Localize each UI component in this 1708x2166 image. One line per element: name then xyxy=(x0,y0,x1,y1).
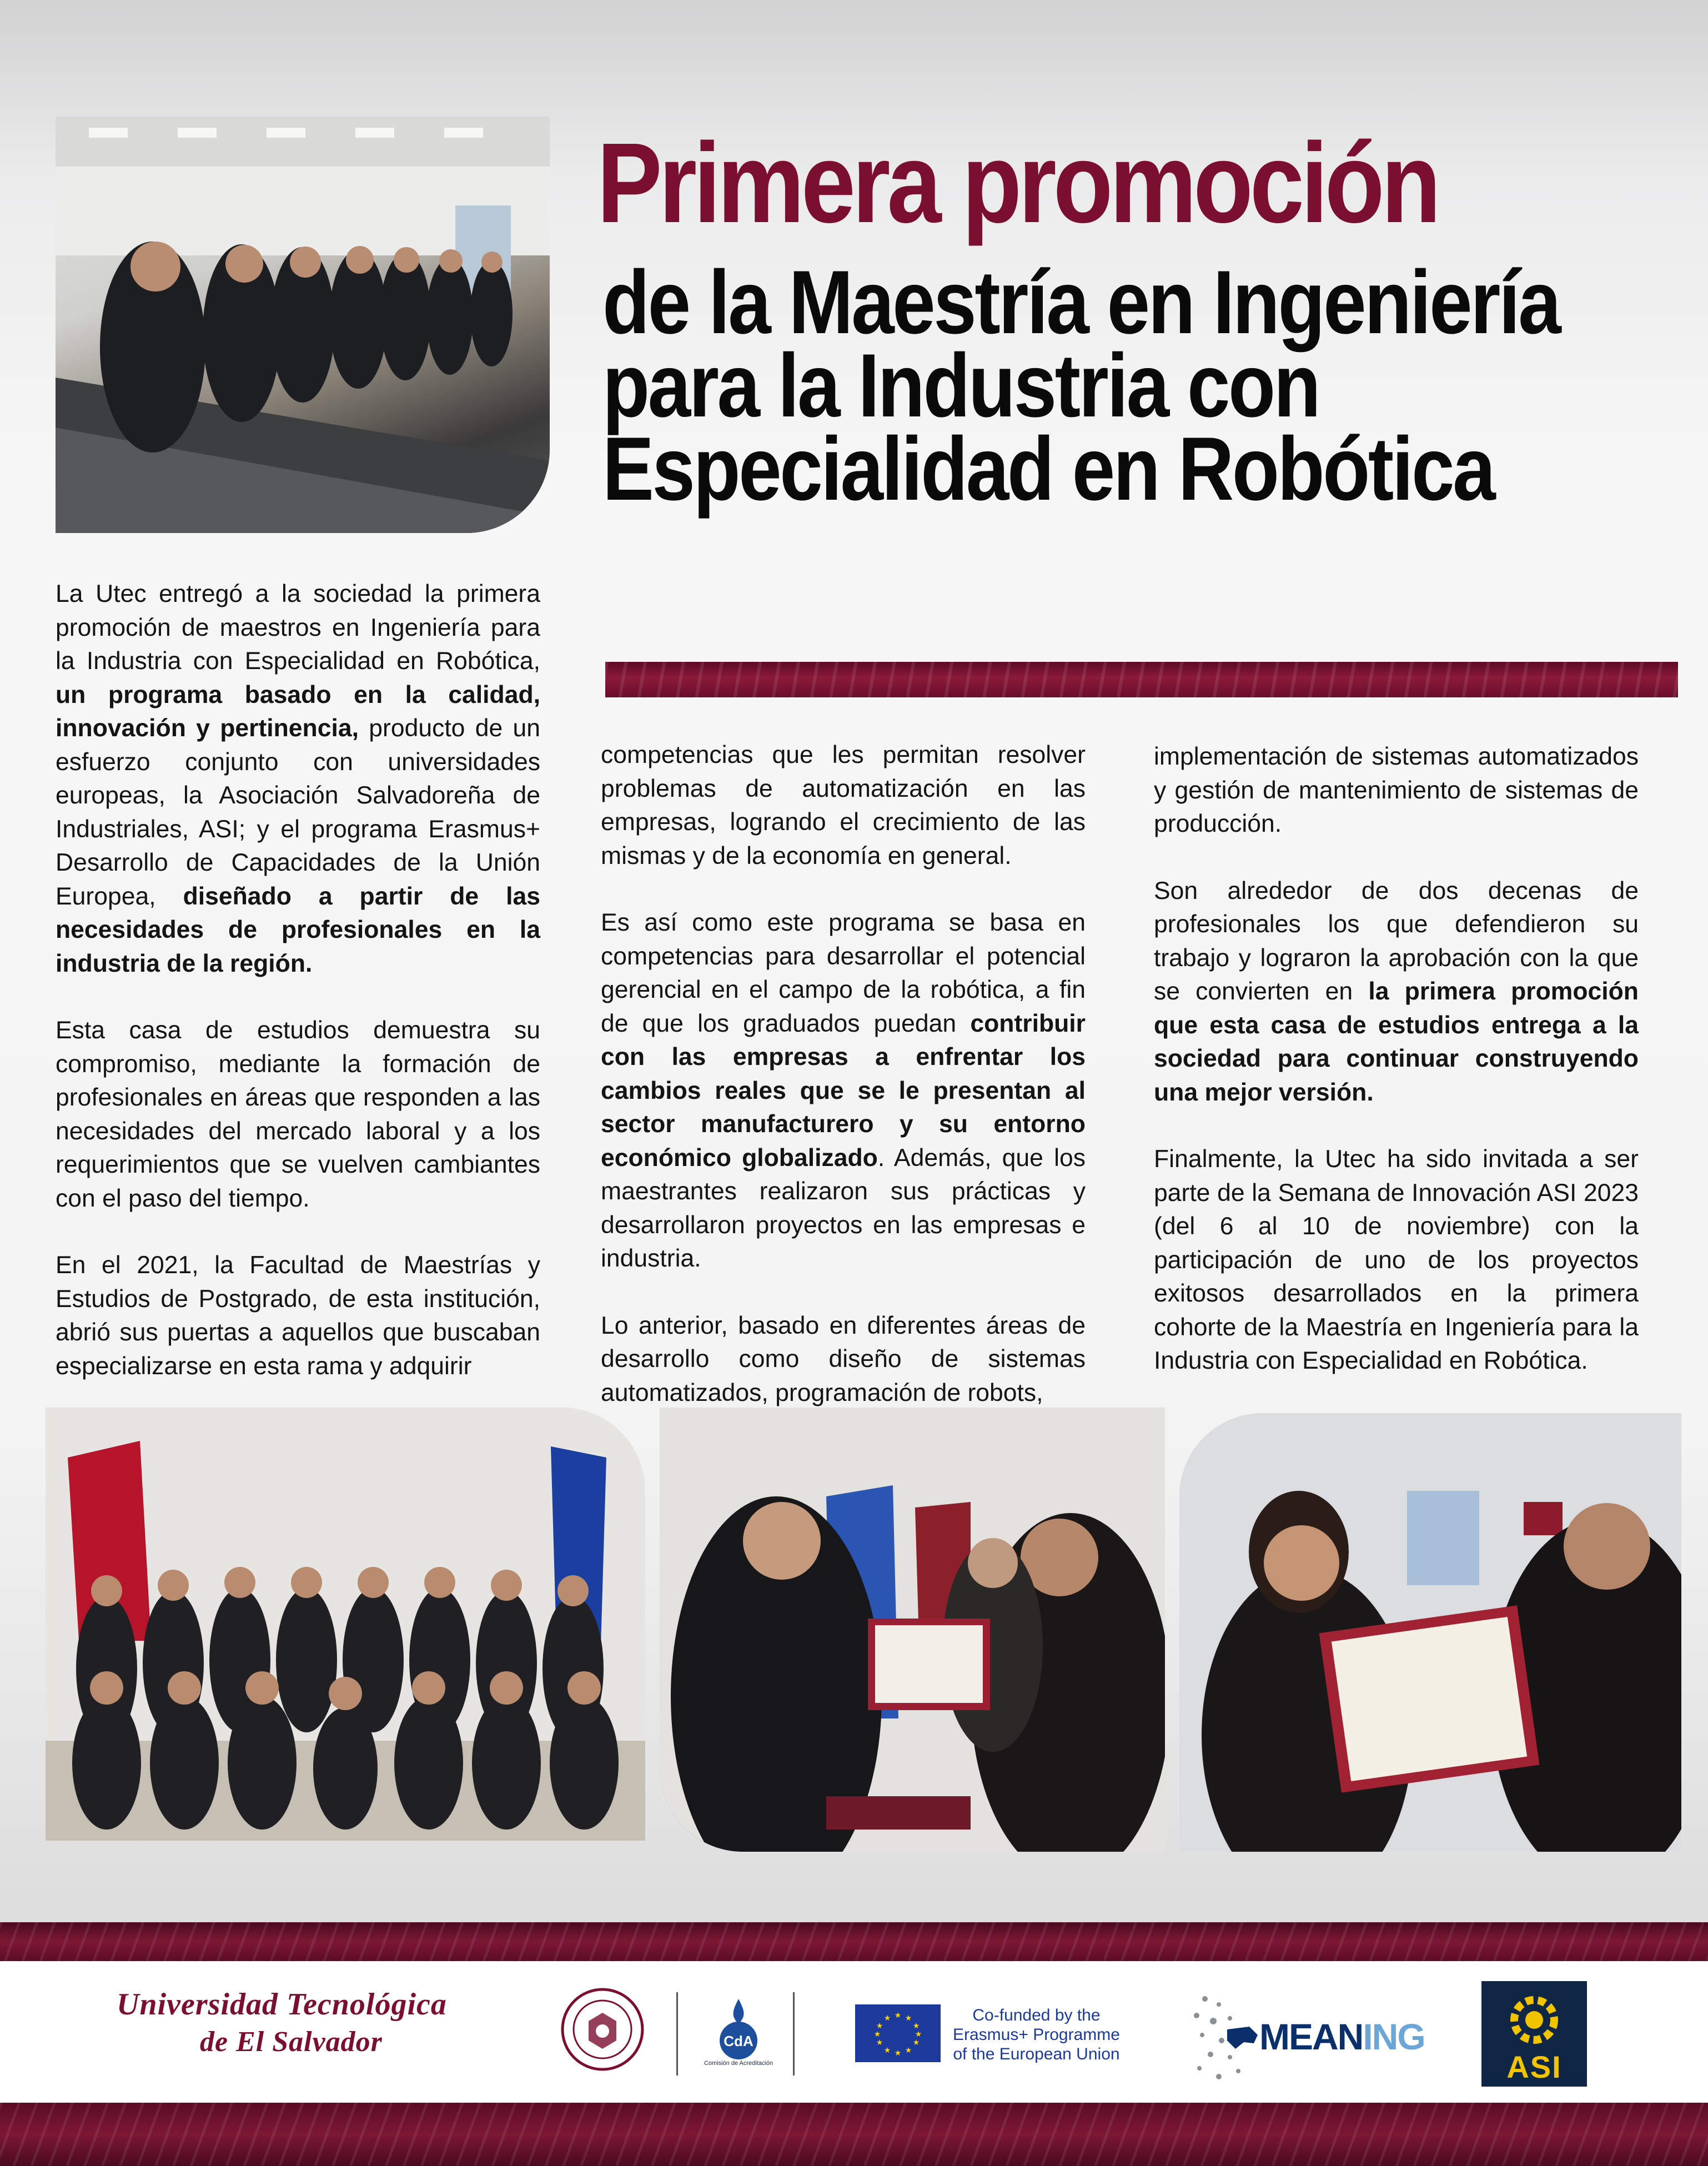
svg-text:★: ★ xyxy=(894,2011,902,2020)
headline-line-4: Especialidad en Robótica xyxy=(602,419,1494,519)
title-divider-band xyxy=(605,662,1678,697)
svg-text:★: ★ xyxy=(894,2049,902,2058)
col1-paragraph-3: En el 2021, la Facultad de Maestrías y Estudios de Postgrado, de esta institución, abrió sus puertas a aquellos que buscaban especializarse en esta rama y adquirir xyxy=(56,1252,540,1380)
cda-label: Comisión de Acreditación xyxy=(704,2060,773,2067)
col3-paragraph-1: implementación de sistemas automatizados y gestión de mantenimiento de sistemas de producción. xyxy=(1154,743,1639,837)
cofund-line-3: of the European Union xyxy=(953,2045,1120,2063)
svg-text:★: ★ xyxy=(915,2030,922,2039)
col2-p2-bold: contribuir con las empresas a enfrentar los cambios reales que se le presentan al sector manufacturero y su entorno económico globalizado xyxy=(601,1009,1086,1172)
headline-secondary xyxy=(602,252,1560,519)
col3-paragraph-2 xyxy=(1154,875,1639,1110)
erasmus-cofund-text xyxy=(953,2006,1120,2064)
footer-divider-1 xyxy=(676,1992,678,2075)
meaning-text-part-2: ING xyxy=(1363,2016,1425,2057)
headline-line-3: para la Industria con xyxy=(602,335,1319,436)
footer-divider-2 xyxy=(793,1992,795,2075)
article-column-1 xyxy=(56,577,540,1383)
col2-paragraph-2 xyxy=(601,906,1086,1276)
svg-text:★: ★ xyxy=(912,2022,920,2031)
cofund-line-2: Erasmus+ Programme xyxy=(953,2026,1120,2044)
article-column-2 xyxy=(601,738,1086,1410)
diploma-handshake-photo xyxy=(660,1408,1165,1852)
col2-p2-text-b: . Además, que los maestrantes realizaron sus prácticas y desarrollaron proyectos en las empresas e industria. xyxy=(601,1144,1086,1272)
svg-text:★: ★ xyxy=(873,2030,881,2039)
svg-text:★: ★ xyxy=(876,2038,883,2047)
col1-p1-text-b: producto de un esfuerzo conjunto con universidades europeas, la Asociación Salvadoreña de Industriales, ASI; y el programa Erasmus+ Desarrollo de Capacidades de la Unión Europea, xyxy=(56,715,540,910)
col2-p2-text-a: Es así como este programa se basa en competencias para desarrollar el potencial gerencial en el campo de la robótica, a fin de que los graduados puedan xyxy=(601,909,1086,1037)
svg-text:★: ★ xyxy=(905,2014,912,2023)
col1-p1-bold-a: un programa basado en la calidad, innovación y pertinencia, xyxy=(56,681,540,742)
diploma-presentation-photo xyxy=(1179,1413,1681,1852)
utec-logo-line-2: de El Salvador xyxy=(200,2026,383,2058)
meaning-text-part-1: MEAN xyxy=(1259,2016,1363,2057)
col1-paragraph-2: Esta casa de estudios demuestra su compromiso, mediante la formación de profesionales en áreas que responden a las necesidades del mercado laboral y a los requerimientos que se vuelven cambiantes con el paso del tiempo. xyxy=(56,1017,540,1212)
footer-bottom-stripe xyxy=(0,2103,1708,2166)
meaning-logo-text xyxy=(1259,2016,1425,2058)
col3-p2-text: Son alrededor de dos decenas de profesionales los que defendieron su trabajo y lograron la aprobación con la que se convierten en xyxy=(1154,877,1639,1005)
col2-paragraph-1: competencias que les permitan resolver problemas de automatización en las empresas, logrando el crecimiento de las mismas y de la economía en general. xyxy=(601,741,1086,870)
svg-text:★: ★ xyxy=(912,2038,920,2047)
svg-text:★: ★ xyxy=(883,2046,891,2055)
svg-text:★: ★ xyxy=(876,2022,883,2031)
headline-primary: Primera promoción xyxy=(597,119,1438,247)
utec-logo-line-1: Universidad Tecnológica xyxy=(117,1987,447,2022)
svg-text:CdA: CdA xyxy=(724,2033,753,2049)
col3-paragraph-3: Finalmente, la Utec ha sido invitada a ser parte de la Semana de Innovación ASI 2023 (del 6 al 10 de noviembre) con la participación de uno de los proyectos exitosos desarrollados en la primera cohorte de la Maestría en Ingeniería para la Industria con Especialidad en Robótica. xyxy=(1154,1145,1639,1374)
utec-seal-icon xyxy=(561,1988,644,2071)
col1-p1-text-a: La Utec entregó a la sociedad la primera promoción de maestros en Ingeniería para la Industria con Especialidad en Robótica, xyxy=(56,580,540,675)
graduates-standing-photo xyxy=(56,117,550,533)
col1-paragraph-1 xyxy=(56,577,540,981)
col3-p2-bold: la primera promoción que esta casa de estudios entrega a la sociedad para continuar construyendo una mejor versión. xyxy=(1154,978,1639,1106)
asi-logo-text: ASI xyxy=(1506,2049,1562,2084)
article-column-3 xyxy=(1154,740,1639,1378)
eu-flag-icon xyxy=(855,2004,941,2062)
svg-text:★: ★ xyxy=(905,2046,912,2055)
cofund-line-1: Co-funded by the xyxy=(972,2006,1101,2024)
svg-text:★: ★ xyxy=(883,2014,891,2023)
col2-paragraph-3: Lo anterior, basado en diferentes áreas de desarrollo como diseño de sistemas automatizados, programación de robots, xyxy=(601,1311,1086,1406)
footer-top-stripe xyxy=(0,1922,1708,1961)
col1-p1-bold-b: diseñado a partir de las necesidades de profesionales en la industria de la región. xyxy=(56,882,540,977)
headline-line-2: de la Maestría en Ingeniería xyxy=(602,252,1560,353)
group-photo xyxy=(46,1408,645,1841)
meaning-logo-icon xyxy=(1188,1988,1260,2088)
